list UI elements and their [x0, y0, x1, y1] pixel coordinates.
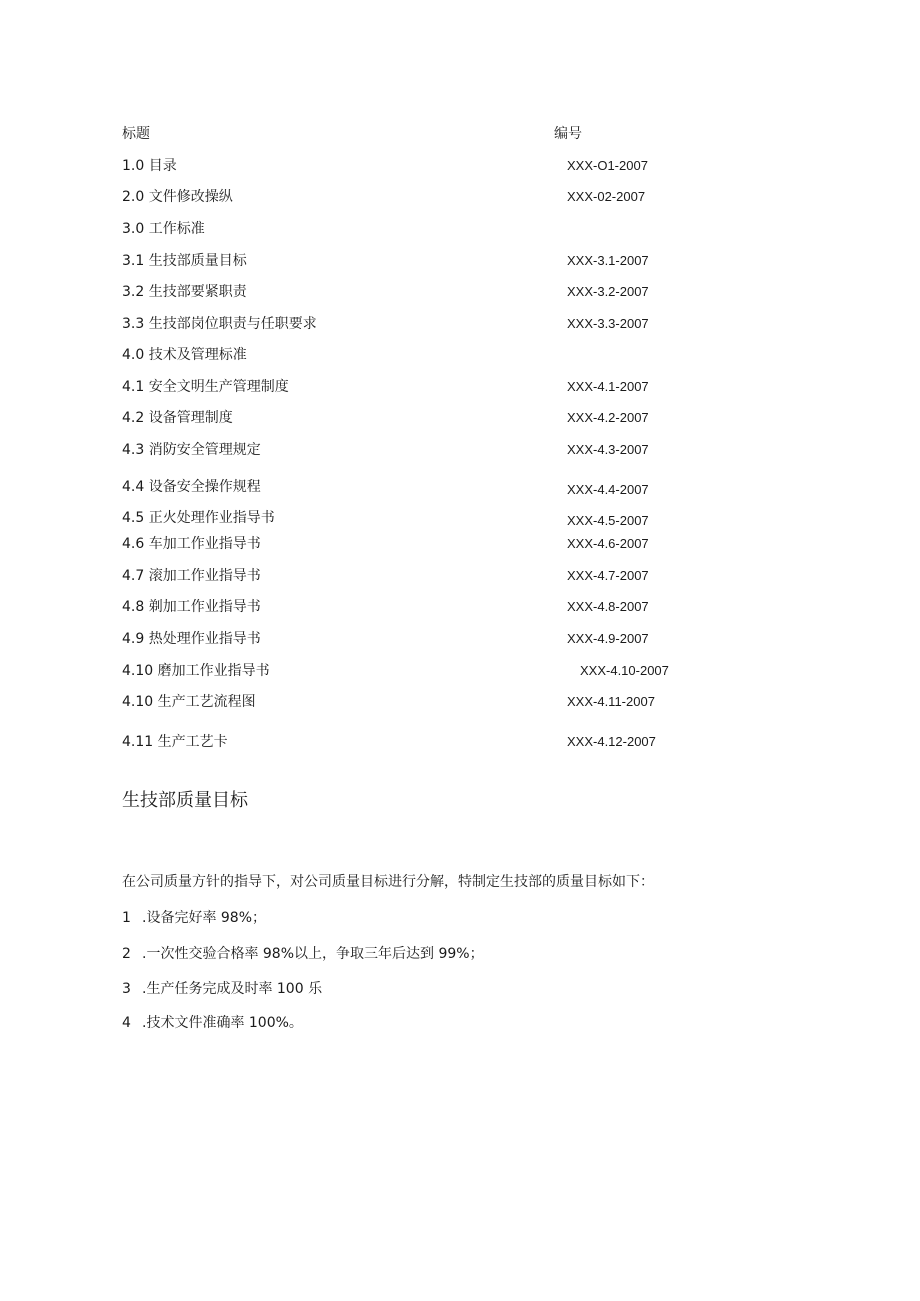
goal-number: 4 — [122, 1015, 131, 1031]
toc-row-code: XXX-3.1-2007 — [567, 253, 649, 268]
toc-row — [0, 187, 920, 209]
goal-text: .技术文件准确率 100%。 — [142, 1015, 303, 1031]
toc-row-title: 4.8 剃加工作业指导书 — [122, 599, 261, 615]
toc-row-title: 3.0 工作标准 — [122, 221, 205, 237]
toc-row — [0, 408, 920, 430]
toc-row-code: XXX-4.2-2007 — [567, 410, 649, 425]
toc-row — [0, 377, 920, 399]
toc-row — [0, 566, 920, 588]
toc-row-title: 4.7 滚加工作业指导书 — [122, 568, 261, 584]
toc-row-code: XXX-3.2-2007 — [567, 284, 649, 299]
toc-row — [0, 440, 920, 462]
toc-row — [0, 219, 920, 241]
toc-row — [0, 692, 920, 714]
toc-row-code: XXX-4.11-2007 — [567, 694, 655, 709]
section-intro: 在公司质量方针的指导下，对公司质量目标进行分解，特制定生技部的质量目标如下： — [122, 874, 654, 890]
toc-row-title: 4.10 生产工艺流程图 — [122, 694, 256, 710]
toc-row-code: XXX-3.3-2007 — [567, 316, 649, 331]
toc-row — [0, 156, 920, 178]
toc-row — [0, 314, 920, 336]
goal-item — [122, 1013, 822, 1033]
toc-row-code: XXX-4.4-2007 — [567, 482, 649, 497]
goal-item — [122, 908, 822, 928]
toc-row — [0, 251, 920, 273]
toc-row-code: XXX-4.6-2007 — [567, 536, 649, 551]
toc-row-title: 4.11 生产工艺卡 — [122, 734, 228, 750]
toc-row — [0, 508, 920, 530]
toc-header-code: 编号 — [554, 126, 582, 142]
toc-row-code: XXX-4.1-2007 — [567, 379, 649, 394]
toc-header-row — [0, 124, 920, 146]
toc-row — [0, 477, 920, 499]
goal-item — [122, 979, 822, 999]
toc-header-title: 标题 — [122, 126, 150, 142]
goal-number: 1 — [122, 910, 131, 926]
goal-text: .一次性交验合格率 98%以上，争取三年后达到 99%； — [142, 946, 484, 962]
toc-row-code: XXX-4.5-2007 — [567, 513, 649, 528]
goal-text: .设备完好率 98%； — [142, 910, 267, 926]
goal-item — [122, 944, 822, 964]
toc-row-title: 3.1 生技部质量目标 — [122, 253, 247, 269]
toc-row-code: XXX-02-2007 — [567, 189, 646, 204]
toc-row-title: 4.3 消防安全管理规定 — [122, 442, 261, 458]
toc-row-title: 4.6 车加工作业指导书 — [122, 536, 261, 552]
toc-row-code: XXX-4.7-2007 — [567, 568, 649, 583]
toc-row — [0, 282, 920, 304]
toc-row-title: 4.0 技术及管理标准 — [122, 347, 247, 363]
toc-row-title: 4.4 设备安全操作规程 — [122, 479, 261, 495]
toc-row-title: 3.3 生技部岗位职责与任职要求 — [122, 316, 317, 332]
toc-row-title: 4.9 热处理作业指导书 — [122, 631, 261, 647]
toc-row-title: 4.10 磨加工作业指导书 — [122, 663, 270, 679]
toc-row-title: 3.2 生技部要紧职责 — [122, 284, 247, 300]
toc-row — [0, 732, 920, 754]
toc-row — [0, 597, 920, 619]
toc-row-code: XXX-4.3-2007 — [567, 442, 649, 457]
toc-row — [0, 534, 920, 556]
toc-row-code: XXX-4.9-2007 — [567, 631, 649, 646]
toc-row — [0, 629, 920, 651]
toc-row-title: 4.1 安全文明生产管理制度 — [122, 379, 289, 395]
toc-row-code: XXX-4.12-2007 — [567, 734, 656, 749]
goal-text: .生产任务完成及时率 100 乐 — [142, 981, 323, 997]
goal-number: 3 — [122, 981, 131, 997]
section-title: 生技部质量目标 — [122, 790, 248, 811]
toc-row-code: XXX-4.10-2007 — [580, 663, 669, 678]
toc-row — [0, 345, 920, 367]
goal-number: 2 — [122, 946, 131, 962]
toc-row-code: XXX-4.8-2007 — [567, 599, 649, 614]
toc-row-title: 2.0 文件修改操纵 — [122, 189, 233, 205]
toc-row — [0, 661, 920, 683]
toc-row-title: 4.2 设备管理制度 — [122, 410, 233, 426]
toc-row-code: XXX-O1-2007 — [567, 158, 648, 173]
toc-row-title: 1.0 目录 — [122, 158, 177, 174]
toc-row-title: 4.5 正火处理作业指导书 — [122, 510, 275, 526]
